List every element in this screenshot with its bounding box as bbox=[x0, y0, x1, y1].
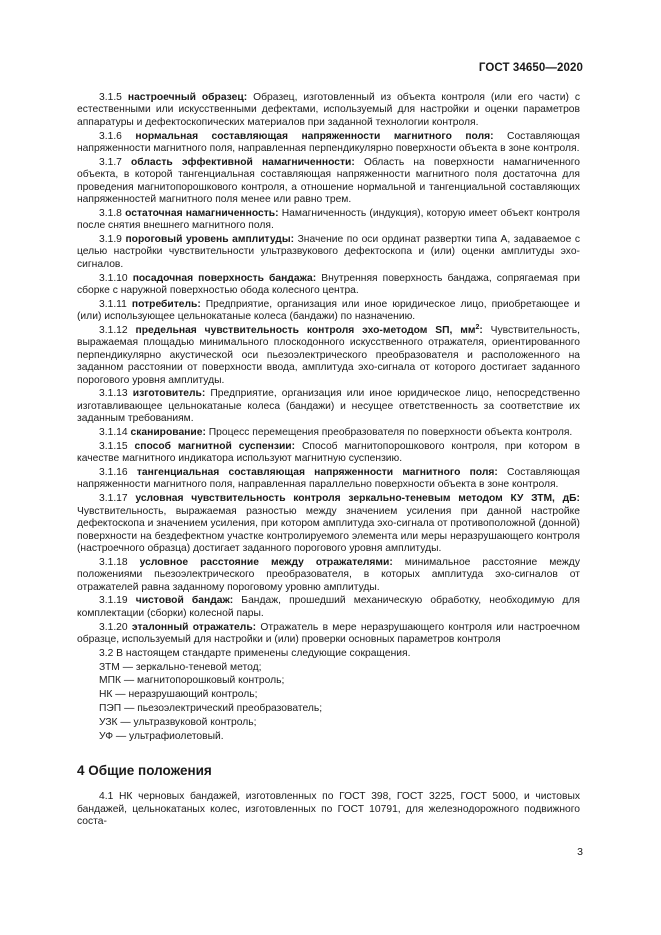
definition-term-text: эталонный отражатель: bbox=[131, 621, 257, 633]
definition-paragraph bbox=[77, 622, 580, 647]
definition-term-text: чистовой бандаж: bbox=[135, 595, 234, 607]
definition-number: 3.1.15 bbox=[99, 440, 128, 452]
definition-paragraph bbox=[77, 595, 580, 620]
document-id-header: ГОСТ 34650—2020 bbox=[478, 62, 583, 74]
definition-term-text: пороговый уровень амплитуды: bbox=[125, 234, 295, 246]
definition-number: 3.1.11 bbox=[99, 298, 127, 310]
definitions-list bbox=[77, 92, 580, 646]
definition-paragraph bbox=[77, 273, 580, 298]
definition-term-text: способ магнитной суспензии: bbox=[134, 440, 296, 452]
definition-term bbox=[133, 273, 316, 284]
definition-text: Внутренняя поверхность бандажа, сопрягаемая при сборке с наружной поверхностью обода колесного центра. bbox=[77, 272, 580, 297]
definition-text: Составляющая напряженности магнитного поля, направленная параллельно поверхности объекта в зоне контроля. bbox=[77, 467, 580, 491]
definition-paragraph bbox=[77, 299, 580, 324]
definition-number: 3.1.9 bbox=[99, 234, 122, 246]
section-title: 4 Общие положения bbox=[77, 762, 212, 778]
definition-paragraph bbox=[77, 388, 580, 425]
definition-number: 3.1.14 bbox=[99, 427, 128, 439]
definition-term bbox=[131, 427, 206, 438]
definition-number: 3.1.13 bbox=[99, 388, 128, 400]
definition-text: Намагниченность (индукция), которую имеет объект контроля после снятия внешнего магнитного поля. bbox=[77, 207, 580, 232]
definition-paragraph bbox=[77, 557, 580, 594]
definition-number: 3.1.7 bbox=[99, 156, 122, 168]
abbreviation-item: МПК — магнитопорошковый контроль; bbox=[99, 675, 285, 687]
definition-text: Чувствительность, выражаемая площадью минимального плоскодонного искусственного отражателя, ориентированного перпендикулярно акустической оси пьезоэлектрического преобразователя и расположенного на заданном расстоянии от поверхности ввода, амплитуда эхо-сигнала от которого достигает заданного порогового уровня амплитуды. bbox=[77, 325, 580, 386]
definition-term bbox=[136, 595, 233, 606]
definition-term bbox=[132, 622, 256, 633]
abbreviation-item: УЗК — ультразвуковой контроль; bbox=[99, 716, 257, 728]
definition-term bbox=[137, 467, 498, 478]
definition-text: Предприятие, организация или иное юридическое лицо, непосредственно изготавливающее цельнокатаные колеса (бандажи) и несущее ответственность за соответствие их заданным требованиям. bbox=[77, 388, 580, 425]
abbreviation-item: ЗТМ — зеркально-теневой метод; bbox=[99, 661, 262, 673]
definition-number: 3.1.10 bbox=[99, 272, 128, 284]
definition-text: Чувствительность, выражаемая разностью между значением усиления при данной настройке дефектоскопа и значением усиления, при котором амплитуда эхо-сигнала от противоположной (донной) поверхности на бездефектном участке контролируемого элемента или меры неразрушающего контроля (настроечного образца) достигает заданного порогового уровня амплитуды. bbox=[77, 505, 580, 554]
section-paragraph: 4.1 НК черновых бандажей, изготовленных по ГОСТ 398, ГОСТ 3225, ГОСТ 5000, и чистовых бандажей, цельнокатаных колес, изготовленных по ГОСТ 10791, для железнодорожного подвижного соста- bbox=[77, 791, 580, 828]
definition-paragraph bbox=[77, 208, 580, 233]
definition-paragraph bbox=[77, 325, 580, 387]
definition-term bbox=[125, 234, 294, 245]
definition-number: 3.1.8 bbox=[99, 207, 122, 219]
definition-term-text: посадочная поверхность бандажа: bbox=[132, 272, 317, 284]
definition-term-tail: : bbox=[479, 325, 483, 337]
definition-paragraph bbox=[77, 441, 580, 466]
definition-text: Предприятие, организация или иное юридическое лицо, приобретающее и (или) использующее цельнокатаные колеса (бандажи) по назначению. bbox=[77, 298, 580, 323]
definition-term-text: условная чувствительность контроля зеркально-теневым методом КУ ЗТМ, дБ: bbox=[135, 493, 580, 505]
definition-number: 3.1.12 bbox=[99, 325, 128, 337]
definition-text: Способ магнитопорошкового контроля, при котором в качестве магнитного индикатора используют магнитную суспензию. bbox=[77, 440, 580, 465]
definition-term bbox=[135, 441, 296, 452]
definition-term-text: тангенциальная составляющая напряженности магнитного поля: bbox=[136, 467, 498, 479]
definition-paragraph bbox=[77, 92, 580, 129]
page-number: 3 bbox=[577, 846, 583, 858]
definition-term-text: условное расстояние между отражателями: bbox=[139, 556, 393, 568]
definition-term-text: область эффективной намагниченности: bbox=[131, 156, 355, 168]
definition-number: 3.1.19 bbox=[99, 595, 128, 607]
abbreviation-item: УФ — ультрафиолетовый. bbox=[99, 730, 224, 742]
definition-term bbox=[135, 131, 493, 142]
definition-term-text: настроечный образец: bbox=[127, 92, 248, 103]
definition-paragraph bbox=[77, 131, 580, 156]
definition-term bbox=[131, 157, 355, 168]
definition-term bbox=[140, 557, 393, 568]
definition-number: 3.1.6 bbox=[99, 130, 122, 142]
definition-term-text: потребитель: bbox=[131, 298, 201, 310]
definition-text: Отражатель в мере неразрушающего контроля или настроечном образце, используемый для настройки и (или) проверки основных параметров контроля bbox=[77, 621, 580, 645]
abbreviations-intro: 3.2 В настоящем стандарте применены следующие сокращения. bbox=[99, 647, 411, 659]
document-body bbox=[77, 92, 580, 830]
definition-term bbox=[128, 92, 247, 103]
definition-number: 3.1.18 bbox=[99, 556, 128, 568]
definition-paragraph bbox=[77, 467, 580, 492]
definition-paragraph bbox=[77, 234, 580, 271]
definition-term-text: нормальная составляющая напряженности магнитного поля: bbox=[135, 130, 494, 142]
definition-term bbox=[125, 208, 279, 219]
definition-term bbox=[135, 493, 580, 504]
definition-number: 3.1.16 bbox=[99, 467, 128, 479]
definition-paragraph bbox=[77, 493, 580, 555]
abbreviation-item: ПЭП — пьезоэлектрический преобразователь; bbox=[99, 702, 323, 714]
abbreviation-item: НК — неразрушающий контроль; bbox=[99, 689, 258, 701]
definition-number: 3.1.5 bbox=[99, 92, 122, 103]
definition-text: Составляющая напряженности магнитного поля, направленная перпендикулярно поверхности объекта в зоне контроля. bbox=[77, 130, 580, 155]
definition-text: Область на поверхности намагниченного объекта, в которой тангенциальная составляющая напряженности магнитного поля достаточна для проведения магнитопорошкового контроля, а отношение нормальной и тангенциальной составляющих напряженностей магнитного поля менее или равно трем. bbox=[77, 156, 580, 206]
definition-term bbox=[133, 388, 206, 399]
definition-term-text: сканирование: bbox=[130, 427, 206, 439]
definition-text: Бандаж, прошедший механическую обработку, необходимую для комплектации (сборки) колесной пары. bbox=[77, 595, 580, 619]
definition-term bbox=[132, 299, 201, 310]
definition-text: Процесс перемещения преобразователя по поверхности объекта контроля. bbox=[205, 427, 573, 439]
definition-term bbox=[135, 325, 482, 336]
definition-term-superscript: 2 bbox=[475, 324, 480, 332]
definition-text: Образец, изготовленный из объекта контроля (или его части) с естественными или искусственными дефектами, используемый для настройки и оценки параметров аппаратуры и дефектоскопических материалов при заданной технологии контроля. bbox=[77, 92, 580, 128]
definition-term-text: предельная чувствительность контроля эхо-методом SП, мм bbox=[135, 325, 476, 337]
definition-text: минимальное расстояние между положениями пьезоэлектрического преобразователя, в которых амплитуда эхо-сигналов от отражателей равна заданному пороговому уровню амплитуды. bbox=[77, 556, 580, 593]
definition-term-text: остаточная намагниченность: bbox=[125, 207, 279, 219]
definition-text: Значение по оси ординат развертки типа А, задаваемое с целью настройки чувствительности ультразвукового дефектоскопа и (или) оценки амплитуды эхо-сигналов. bbox=[77, 234, 580, 270]
definition-term-text: изготовитель: bbox=[132, 388, 206, 400]
definition-number: 3.1.17 bbox=[99, 493, 128, 505]
definition-paragraph bbox=[77, 427, 580, 439]
abbreviations-list bbox=[77, 662, 580, 743]
definition-number: 3.1.20 bbox=[99, 621, 128, 633]
definition-paragraph bbox=[77, 157, 580, 207]
